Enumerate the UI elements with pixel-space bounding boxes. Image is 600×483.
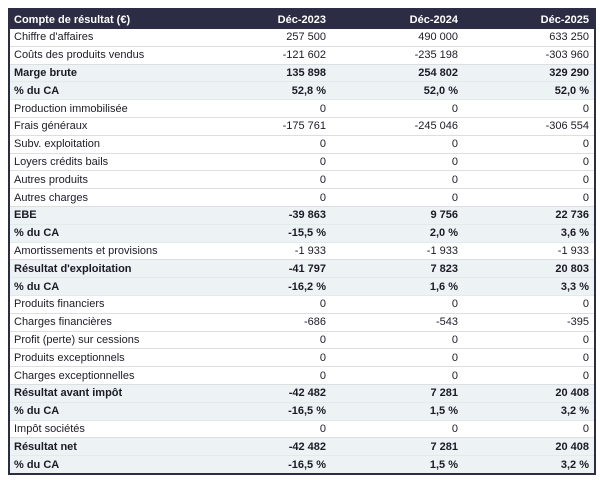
table-row	[9, 117, 595, 135]
row-label: Autres produits	[9, 171, 199, 189]
income-statement-table	[8, 8, 596, 475]
table-header	[9, 9, 595, 29]
row-value: -175 761	[199, 117, 331, 135]
row-value: 3,6 %	[463, 224, 595, 242]
row-value: 135 898	[199, 64, 331, 82]
row-value: -121 602	[199, 46, 331, 64]
row-value: 1,5 %	[331, 456, 463, 474]
table-row	[9, 206, 595, 224]
column-header-dec-2025: Déc-2025	[463, 9, 595, 29]
row-label: % du CA	[9, 82, 199, 100]
row-value: 0	[463, 331, 595, 349]
row-value: 0	[199, 420, 331, 438]
row-value: -303 960	[463, 46, 595, 64]
row-label: % du CA	[9, 224, 199, 242]
row-label: EBE	[9, 206, 199, 224]
column-header-dec-2023: Déc-2023	[199, 9, 331, 29]
row-value: 0	[199, 189, 331, 207]
table-row	[9, 384, 595, 402]
table-row	[9, 100, 595, 118]
table-row	[9, 260, 595, 278]
row-value: 257 500	[199, 29, 331, 46]
row-label: Produits financiers	[9, 295, 199, 313]
table-row	[9, 135, 595, 153]
row-value: -16,2 %	[199, 278, 331, 296]
row-value: 0	[331, 331, 463, 349]
table-row	[9, 295, 595, 313]
table-row	[9, 153, 595, 171]
table-title: Compte de résultat (€)	[9, 9, 199, 29]
row-value: -1 933	[199, 242, 331, 260]
row-label: % du CA	[9, 456, 199, 474]
row-value: 1,6 %	[331, 278, 463, 296]
row-value: -1 933	[463, 242, 595, 260]
row-value: 0	[199, 349, 331, 367]
row-value: -235 198	[331, 46, 463, 64]
row-value: 22 736	[463, 206, 595, 224]
table-row	[9, 438, 595, 456]
row-value: 7 281	[331, 384, 463, 402]
table-row	[9, 29, 595, 46]
header-row	[9, 9, 595, 29]
row-value: 52,0 %	[463, 82, 595, 100]
row-label: Loyers crédits bails	[9, 153, 199, 171]
row-value: -16,5 %	[199, 402, 331, 420]
row-value: 0	[199, 153, 331, 171]
row-label: % du CA	[9, 402, 199, 420]
row-label: Impôt sociétés	[9, 420, 199, 438]
row-value: 20 803	[463, 260, 595, 278]
row-value: -306 554	[463, 117, 595, 135]
table-row	[9, 313, 595, 331]
table-row	[9, 420, 595, 438]
row-label: Subv. exploitation	[9, 135, 199, 153]
row-label: % du CA	[9, 278, 199, 296]
row-value: 0	[463, 295, 595, 313]
row-value: 0	[331, 295, 463, 313]
row-label: Coûts des produits vendus	[9, 46, 199, 64]
row-value: 7 281	[331, 438, 463, 456]
row-label: Profit (perte) sur cessions	[9, 331, 199, 349]
row-label: Résultat d'exploitation	[9, 260, 199, 278]
row-value: -395	[463, 313, 595, 331]
row-value: 254 802	[331, 64, 463, 82]
row-value: 3,3 %	[463, 278, 595, 296]
table-row	[9, 402, 595, 420]
row-label: Amortissements et provisions	[9, 242, 199, 260]
row-value: -245 046	[331, 117, 463, 135]
row-value: 9 756	[331, 206, 463, 224]
row-value: 633 250	[463, 29, 595, 46]
row-value: 0	[463, 171, 595, 189]
row-label: Chiffre d'affaires	[9, 29, 199, 46]
row-value: 0	[199, 331, 331, 349]
row-value: 0	[331, 367, 463, 385]
table-row	[9, 82, 595, 100]
row-value: -686	[199, 313, 331, 331]
row-value: 0	[199, 100, 331, 118]
row-value: 2,0 %	[331, 224, 463, 242]
table-row	[9, 189, 595, 207]
row-label: Résultat avant impôt	[9, 384, 199, 402]
row-value: -543	[331, 313, 463, 331]
row-value: 20 408	[463, 384, 595, 402]
row-value: 0	[199, 295, 331, 313]
row-value: 0	[199, 367, 331, 385]
row-value: 0	[463, 367, 595, 385]
row-value: 0	[331, 189, 463, 207]
row-value: 3,2 %	[463, 456, 595, 474]
row-value: 7 823	[331, 260, 463, 278]
row-value: 0	[463, 135, 595, 153]
row-value: 0	[463, 189, 595, 207]
row-label: Marge brute	[9, 64, 199, 82]
compte-de-resultat	[8, 8, 596, 475]
row-value: -42 482	[199, 384, 331, 402]
row-value: 20 408	[463, 438, 595, 456]
row-value: -15,5 %	[199, 224, 331, 242]
row-label: Charges financières	[9, 313, 199, 331]
row-value: 0	[331, 349, 463, 367]
row-value: 329 290	[463, 64, 595, 82]
table-body	[9, 29, 595, 474]
table-row	[9, 456, 595, 474]
row-label: Produits exceptionnels	[9, 349, 199, 367]
row-value: 0	[331, 420, 463, 438]
row-value: 490 000	[331, 29, 463, 46]
row-label: Résultat net	[9, 438, 199, 456]
row-value: 0	[331, 171, 463, 189]
row-value: 52,8 %	[199, 82, 331, 100]
table-row	[9, 367, 595, 385]
table-row	[9, 171, 595, 189]
row-value: -16,5 %	[199, 456, 331, 474]
column-header-dec-2024: Déc-2024	[331, 9, 463, 29]
row-value: -1 933	[331, 242, 463, 260]
row-value: 0	[331, 153, 463, 171]
row-value: 3,2 %	[463, 402, 595, 420]
row-value: 52,0 %	[331, 82, 463, 100]
row-label: Production immobilisée	[9, 100, 199, 118]
table-row	[9, 242, 595, 260]
row-value: -42 482	[199, 438, 331, 456]
row-value: -41 797	[199, 260, 331, 278]
row-value: 0	[331, 100, 463, 118]
table-row	[9, 278, 595, 296]
table-row	[9, 349, 595, 367]
table-row	[9, 331, 595, 349]
table-row	[9, 64, 595, 82]
row-value: 1,5 %	[331, 402, 463, 420]
row-label: Frais généraux	[9, 117, 199, 135]
table-row	[9, 46, 595, 64]
row-value: 0	[331, 135, 463, 153]
row-value: 0	[463, 349, 595, 367]
row-value: 0	[463, 100, 595, 118]
row-value: -39 863	[199, 206, 331, 224]
row-label: Charges exceptionnelles	[9, 367, 199, 385]
row-value: 0	[463, 153, 595, 171]
row-value: 0	[199, 171, 331, 189]
table-row	[9, 224, 595, 242]
row-value: 0	[463, 420, 595, 438]
row-value: 0	[199, 135, 331, 153]
row-label: Autres charges	[9, 189, 199, 207]
